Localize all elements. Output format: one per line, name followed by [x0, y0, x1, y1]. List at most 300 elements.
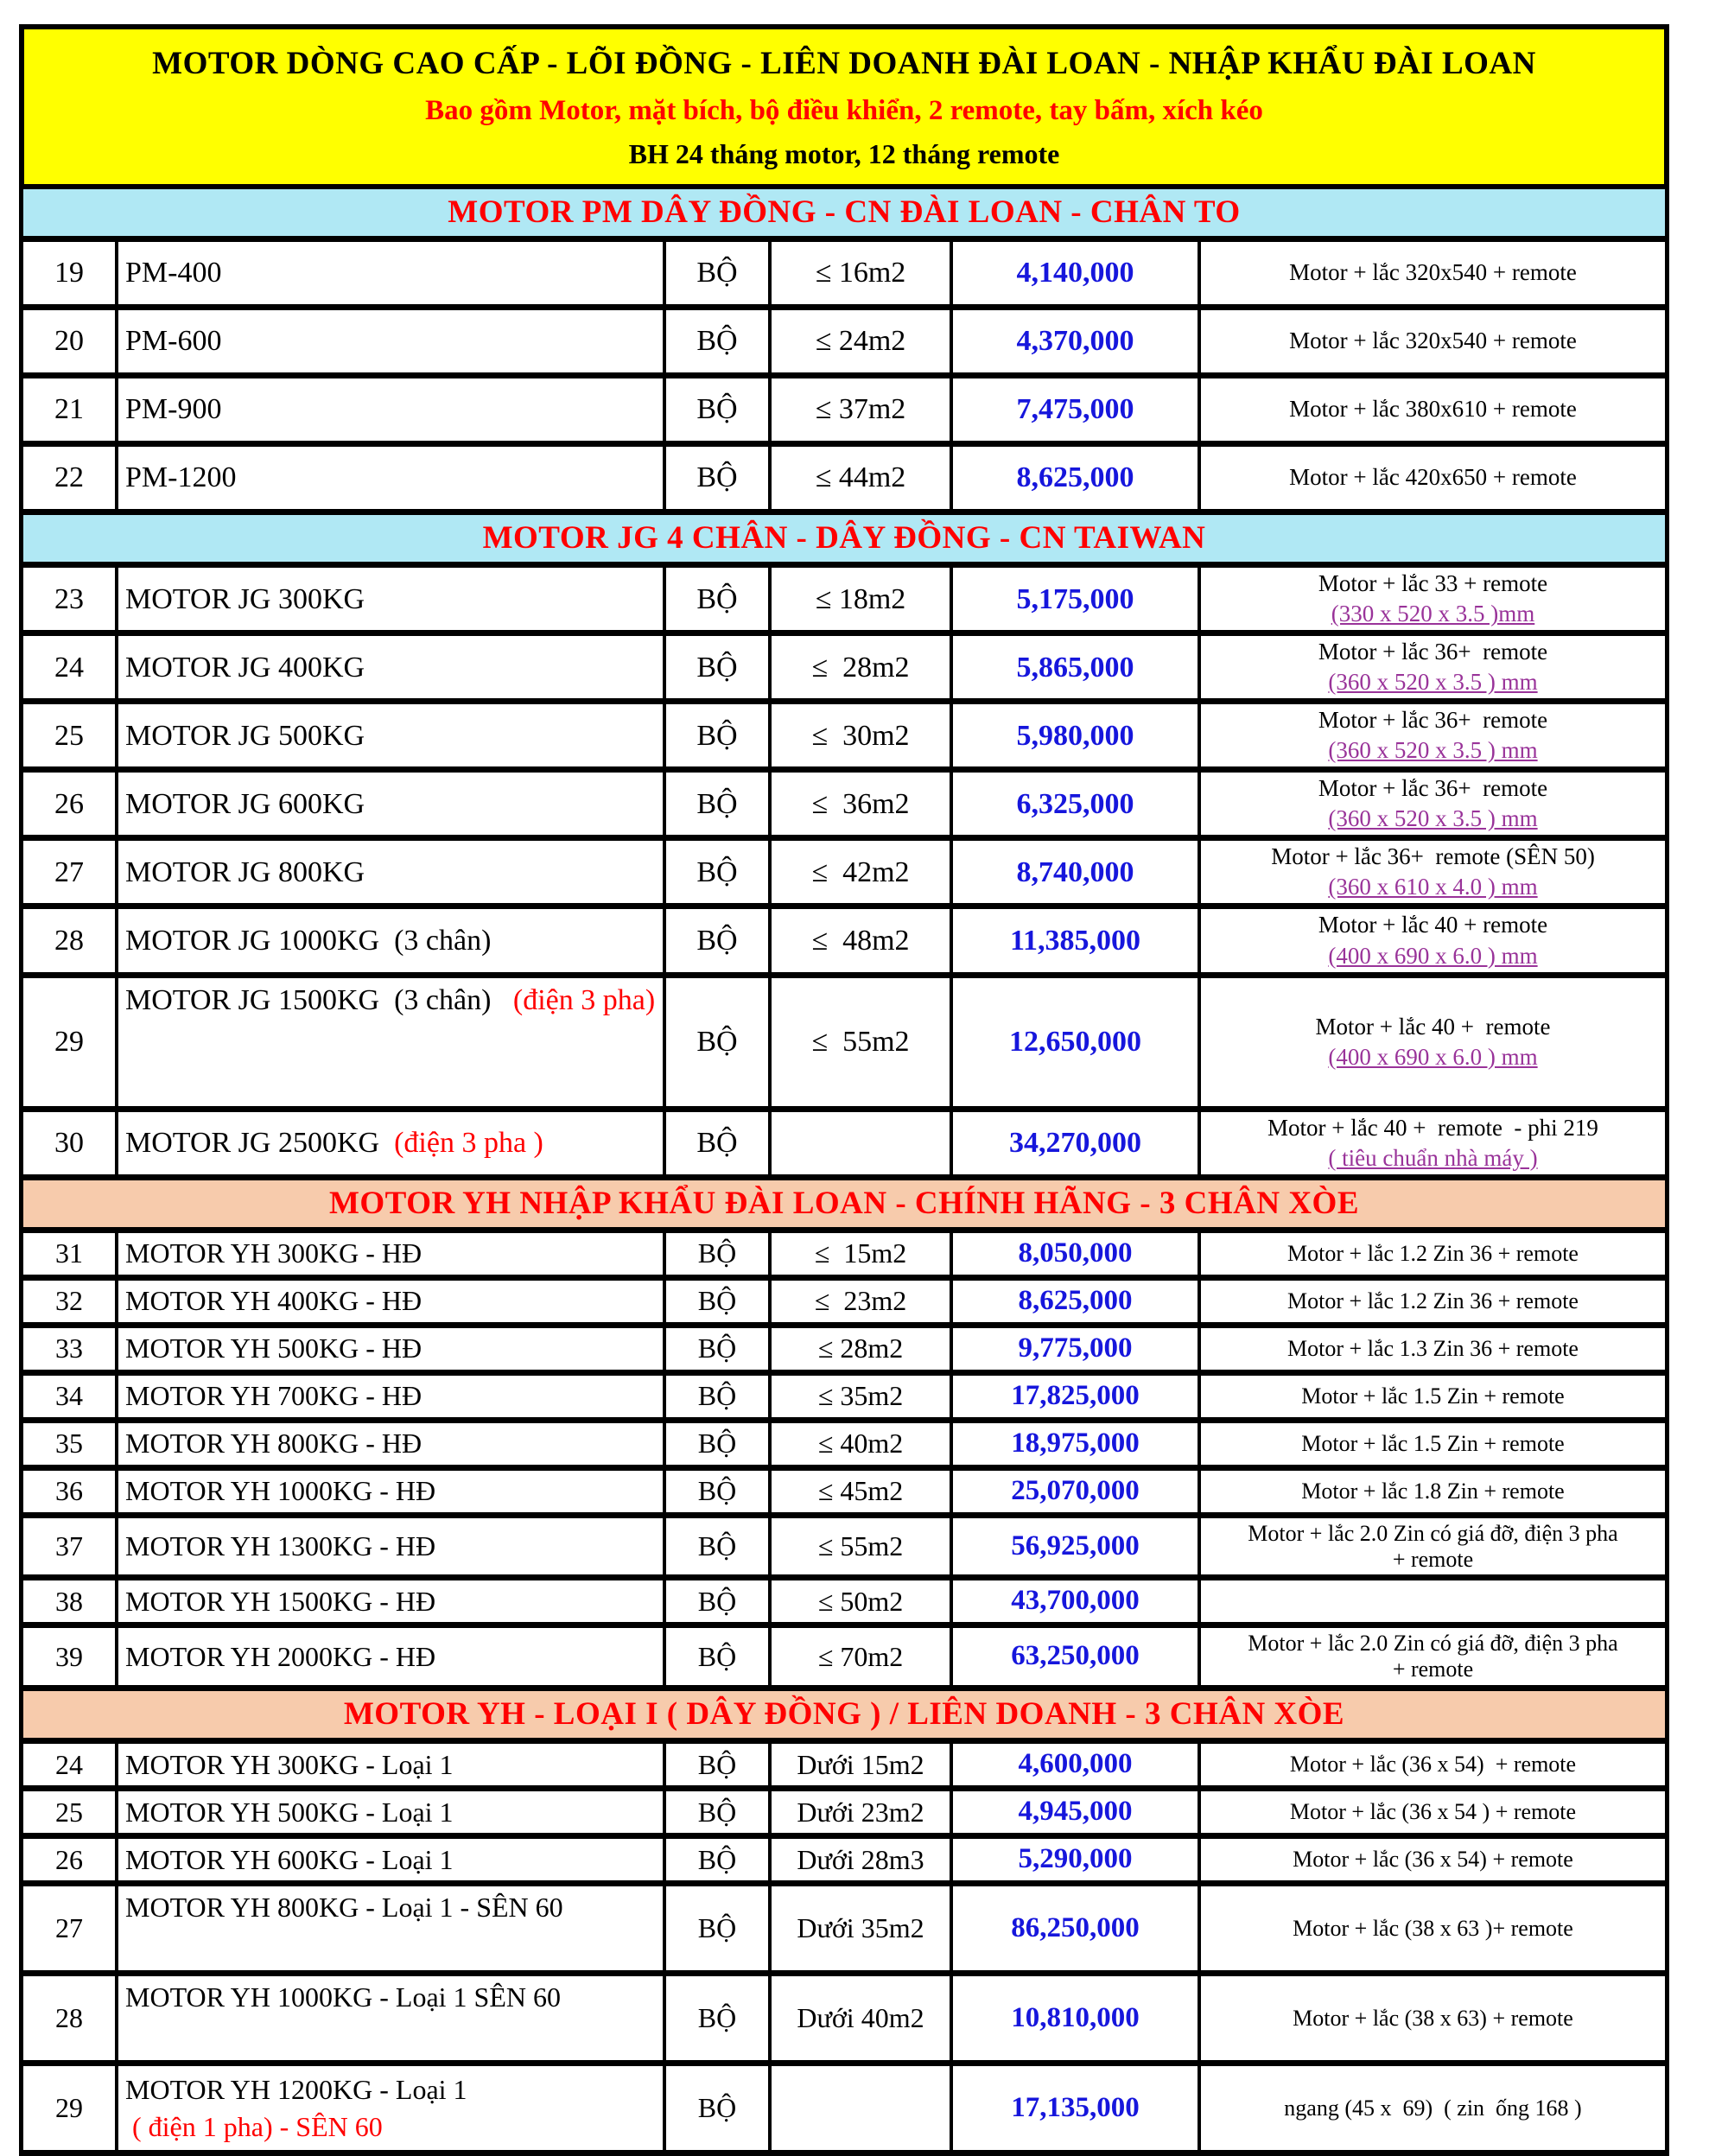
- price-value: 8,740,000: [1016, 855, 1134, 888]
- unit-label: BỘ: [697, 1475, 737, 1507]
- product-name-cell: [118, 909, 666, 971]
- unit-label: BỘ: [696, 1026, 738, 1059]
- area-value: Dưới 40m2: [797, 2002, 924, 2034]
- area-value: ≤ 50m2: [817, 1586, 904, 1618]
- unit-label: BỘ: [696, 257, 738, 289]
- table-row: [23, 1886, 1665, 1976]
- product-name-cell: [118, 1112, 666, 1174]
- unit-cell: [666, 1471, 772, 1512]
- row-number: 36: [55, 1475, 83, 1507]
- unit-label: BỘ: [697, 1796, 737, 1828]
- price-cell: [953, 978, 1201, 1106]
- row-number: 26: [55, 1843, 83, 1875]
- row-number-cell: [23, 841, 118, 903]
- row-number: 29: [55, 2092, 83, 2124]
- description-line-1: Motor + lắc 40 + remote - phi 219: [1267, 1114, 1598, 1141]
- product-name-cell: [118, 1518, 666, 1575]
- unit-cell: [666, 773, 772, 835]
- description-line-1: Motor + lắc 1.2 Zin 36 + remote: [1287, 1288, 1579, 1313]
- unit-label: BỘ: [696, 1127, 738, 1160]
- description-line-1: Motor + lắc 36+ remote: [1318, 775, 1548, 802]
- description-cell: [1201, 1518, 1665, 1575]
- unit-cell: [666, 1518, 772, 1575]
- row-number: 26: [54, 787, 84, 820]
- table-row: [23, 378, 1665, 447]
- unit-label: BỘ: [697, 2002, 737, 2034]
- price-cell: [953, 909, 1201, 971]
- banner-title: MOTOR DÒNG CAO CẤP - LÕI ĐỒNG - LIÊN DOANH ĐÀI LOAN - NHẬP KHẨU ĐÀI LOAN: [152, 46, 1536, 81]
- price-cell: [953, 447, 1201, 509]
- product-name: MOTOR YH 500KG - Loại 1: [125, 1796, 454, 1828]
- row-number-cell: [23, 1580, 118, 1622]
- area-value: ≤ 36m2: [811, 787, 910, 820]
- unit-label: BỘ: [697, 1380, 737, 1412]
- price-cell: [953, 1328, 1201, 1370]
- description-cell: [1201, 1471, 1665, 1512]
- row-number-cell: [23, 1628, 118, 1685]
- product-name: PM-1200: [125, 461, 237, 494]
- product-name-cell: [118, 1628, 666, 1685]
- row-number-cell: [23, 1233, 118, 1275]
- product-name-red: (điện 3 pha): [512, 983, 656, 1016]
- unit-cell: [666, 1839, 772, 1880]
- product-name-red: (điện 3 pha ): [394, 1127, 543, 1160]
- price-value: 11,385,000: [1009, 924, 1141, 957]
- price-cell: [953, 568, 1201, 630]
- section-title: MOTOR JG 4 CHÂN - DÂY ĐỒNG - CN TAIWAN: [23, 515, 1665, 568]
- area-cell: [772, 1518, 953, 1575]
- row-number-cell: [23, 1376, 118, 1417]
- table-row: [23, 1112, 1665, 1180]
- row-number: 30: [54, 1127, 84, 1160]
- area-cell: [772, 447, 953, 509]
- price-value: 9,775,000: [1018, 1332, 1133, 1364]
- area-cell: [772, 378, 953, 441]
- table-row: [23, 1518, 1665, 1581]
- description-cell: [1201, 1376, 1665, 1417]
- area-value: ≤ 55m2: [811, 1026, 910, 1059]
- product-name-cell: [118, 310, 666, 372]
- unit-label: BỘ: [697, 1843, 737, 1875]
- row-number-cell: [23, 1328, 118, 1370]
- product-name: MOTOR YH 1300KG - HĐ: [125, 1530, 436, 1562]
- description-cell: [1201, 773, 1665, 835]
- row-number-cell: [23, 1839, 118, 1880]
- table-row: [23, 1233, 1665, 1281]
- row-number-cell: [23, 310, 118, 372]
- product-name: MOTOR YH 1000KG - HĐ: [125, 1475, 436, 1507]
- row-number: 24: [55, 1748, 83, 1780]
- area-value: ≤ 37m2: [815, 393, 906, 426]
- product-name: PM-900: [125, 393, 222, 426]
- table-row: [23, 1376, 1665, 1423]
- area-value: Dưới 15m2: [797, 1748, 924, 1780]
- area-cell: [772, 1839, 953, 1880]
- unit-label: BỘ: [697, 1748, 737, 1780]
- description-line-1b: + remote: [1392, 1657, 1474, 1682]
- price-value: 34,270,000: [1009, 1127, 1141, 1160]
- area-cell: [772, 1976, 953, 2060]
- product-name-cell: [118, 1376, 666, 1417]
- price-value: 10,810,000: [1011, 2001, 1140, 2033]
- table-row: [23, 909, 1665, 977]
- unit-label: BỘ: [696, 461, 738, 494]
- product-name: MOTOR YH 800KG - HĐ: [125, 1428, 422, 1460]
- table-row: [23, 242, 1665, 310]
- row-number: 32: [55, 1285, 83, 1317]
- price-value: 5,290,000: [1018, 1843, 1133, 1875]
- price-value: 4,370,000: [1016, 325, 1134, 358]
- price-value: 25,070,000: [1011, 1474, 1140, 1506]
- price-value: 4,140,000: [1016, 257, 1134, 289]
- product-name: MOTOR YH 700KG - HĐ: [125, 1380, 422, 1412]
- row-number: 37: [55, 1530, 83, 1562]
- row-number: 22: [54, 461, 84, 494]
- section-title: MOTOR YH - LOẠI I ( DÂY ĐỒNG ) / LIÊN DOANH - 3 CHÂN XÒE: [23, 1691, 1665, 1744]
- unit-label: BỘ: [696, 325, 738, 358]
- product-name: MOTOR JG 2500KG: [125, 1127, 395, 1160]
- description-line-2: (400 x 690 x 6.0 ) mm: [1328, 942, 1538, 969]
- product-name: MOTOR YH 500KG - HĐ: [125, 1332, 422, 1364]
- row-number: 34: [55, 1380, 83, 1412]
- price-value: 5,865,000: [1016, 651, 1134, 684]
- description-line-1: Motor + lắc 36+ remote (SÊN 50): [1271, 843, 1595, 870]
- description-line-1: Motor + lắc (38 x 63) + remote: [1293, 2005, 1573, 2031]
- area-value: ≤ 55m2: [817, 1530, 904, 1562]
- row-number: 27: [55, 1912, 83, 1944]
- price-cell: [953, 1791, 1201, 1833]
- area-cell: [772, 1471, 953, 1512]
- price-value: 18,975,000: [1011, 1427, 1140, 1459]
- row-number: 28: [55, 2002, 83, 2034]
- area-cell: [772, 1886, 953, 1970]
- price-cell: [953, 1886, 1201, 1970]
- unit-cell: [666, 1376, 772, 1417]
- price-cell: [953, 378, 1201, 441]
- price-cell: [953, 1976, 1201, 2060]
- area-cell: [772, 1281, 953, 1322]
- table-row: [23, 1791, 1665, 1839]
- area-value: ≤ 24m2: [815, 325, 906, 358]
- product-name-cell: [118, 1744, 666, 1785]
- row-number: 33: [55, 1332, 83, 1364]
- area-cell: [772, 568, 953, 630]
- unit-cell: [666, 1233, 772, 1275]
- area-value: ≤ 23m2: [814, 1285, 907, 1317]
- table-row: [23, 447, 1665, 515]
- description-line-1: Motor + lắc 2.0 Zin có giá đỡ, điện 3 pha: [1248, 1631, 1618, 1657]
- price-cell: [953, 1744, 1201, 1785]
- price-value: 4,945,000: [1018, 1796, 1133, 1828]
- price-value: 43,700,000: [1011, 1585, 1140, 1617]
- unit-label: BỘ: [696, 855, 738, 888]
- table-row: [23, 310, 1665, 378]
- unit-cell: [666, 1328, 772, 1370]
- unit-cell: [666, 1281, 772, 1322]
- unit-label: BỘ: [697, 2092, 737, 2124]
- unit-label: BỘ: [697, 1237, 737, 1269]
- product-name-cell: [118, 1471, 666, 1512]
- description-line-1: Motor + lắc 420x650 + remote: [1289, 464, 1577, 491]
- price-value: 8,050,000: [1018, 1237, 1133, 1269]
- row-number: 24: [54, 651, 84, 684]
- price-value: 12,650,000: [1009, 1026, 1141, 1059]
- unit-cell: [666, 378, 772, 441]
- product-name: MOTOR YH 800KG - Loại 1 - SÊN 60: [125, 1892, 563, 1924]
- area-value: ≤ 28m2: [811, 651, 910, 684]
- row-number: 20: [54, 325, 84, 358]
- description-cell: [1201, 1886, 1665, 1970]
- unit-cell: [666, 1580, 772, 1622]
- table-row: [23, 704, 1665, 773]
- product-name-cell: [118, 1328, 666, 1370]
- table-row: [23, 568, 1665, 636]
- table-row: [23, 1423, 1665, 1471]
- area-cell: [772, 773, 953, 835]
- unit-cell: [666, 1886, 772, 1970]
- row-number-cell: [23, 978, 118, 1106]
- description-line-2: (360 x 610 x 4.0 ) mm: [1328, 874, 1538, 900]
- product-name-cell: [118, 841, 666, 903]
- unit-label: BỘ: [696, 719, 738, 752]
- product-name-cell: [118, 636, 666, 698]
- row-number: 28: [54, 924, 84, 957]
- description-line-1: Motor + lắc 320x540 + remote: [1289, 259, 1577, 286]
- price-cell: [953, 310, 1201, 372]
- row-number-cell: [23, 1281, 118, 1322]
- header-banner: [19, 24, 1669, 189]
- description-cell: [1201, 1744, 1665, 1785]
- row-number-cell: [23, 447, 118, 509]
- description-cell: [1201, 378, 1665, 441]
- area-cell: [772, 1112, 953, 1174]
- product-name-cell: [118, 447, 666, 509]
- price-cell: [953, 1839, 1201, 1880]
- row-number-cell: [23, 378, 118, 441]
- price-value: 86,250,000: [1011, 1911, 1140, 1943]
- price-cell: [953, 636, 1201, 698]
- price-sheet: [19, 24, 1669, 2156]
- description-cell: [1201, 1580, 1665, 1622]
- price-cell: [953, 1628, 1201, 1685]
- unit-label: BỘ: [697, 1640, 737, 1672]
- area-value: Dưới 35m2: [797, 1912, 924, 1944]
- price-cell: [953, 841, 1201, 903]
- unit-cell: [666, 1112, 772, 1174]
- product-name-cell: [118, 1580, 666, 1622]
- area-cell: [772, 1376, 953, 1417]
- table-row: [23, 1471, 1665, 1518]
- product-name-cell: [118, 978, 666, 1106]
- description-line-1: Motor + lắc (38 x 63 )+ remote: [1293, 1915, 1573, 1941]
- section-title: MOTOR YH NHẬP KHẨU ĐÀI LOAN - CHÍNH HÃNG - 3 CHÂN XÒE: [23, 1180, 1665, 1233]
- table-row: [23, 1580, 1665, 1628]
- unit-cell: [666, 704, 772, 766]
- price-value: 6,325,000: [1016, 787, 1134, 820]
- unit-label: BỘ: [697, 1332, 737, 1364]
- product-name: MOTOR JG 400KG: [125, 651, 365, 684]
- row-number: 25: [55, 1796, 83, 1828]
- area-cell: [772, 841, 953, 903]
- unit-cell: [666, 568, 772, 630]
- unit-label: BỘ: [696, 393, 738, 426]
- description-cell: [1201, 636, 1665, 698]
- price-cell: [953, 1471, 1201, 1512]
- unit-cell: [666, 447, 772, 509]
- area-value: ≤ 28m2: [817, 1332, 904, 1364]
- product-name: MOTOR YH 1200KG - Loại 1: [125, 2073, 467, 2105]
- description-cell: [1201, 1628, 1665, 1685]
- area-value: ≤ 45m2: [817, 1475, 904, 1507]
- row-number: 38: [55, 1586, 83, 1618]
- description-line-1: Motor + lắc (36 x 54 ) + remote: [1289, 1799, 1577, 1825]
- price-cell: [953, 1281, 1201, 1322]
- area-value: ≤ 48m2: [811, 924, 910, 957]
- product-name-cell: [118, 1791, 666, 1833]
- product-name: PM-400: [125, 257, 222, 289]
- product-name-cell: [118, 1839, 666, 1880]
- row-number-cell: [23, 1976, 118, 2060]
- description-line-1: Motor + lắc 33 + remote: [1318, 570, 1548, 596]
- unit-label: BỘ: [696, 651, 738, 684]
- row-number: 21: [54, 393, 84, 426]
- product-name-cell: [118, 1976, 666, 2060]
- description-cell: [1201, 1423, 1665, 1465]
- unit-label: BỘ: [697, 1428, 737, 1460]
- area-cell: [772, 1580, 953, 1622]
- unit-cell: [666, 978, 772, 1106]
- description-line-1: Motor + lắc 1.2 Zin 36 + remote: [1287, 1240, 1579, 1266]
- description-line-1: Motor + lắc 320x540 + remote: [1289, 328, 1577, 354]
- unit-label: BỘ: [696, 787, 738, 820]
- area-value: ≤ 42m2: [811, 855, 910, 888]
- section: [23, 189, 1665, 515]
- price-value: 17,825,000: [1011, 1379, 1140, 1411]
- area-cell: [772, 242, 953, 304]
- row-number-cell: [23, 773, 118, 835]
- description-line-2: ( tiêu chuẩn nhà máy ): [1328, 1144, 1538, 1171]
- area-cell: [772, 310, 953, 372]
- banner-warranty: BH 24 tháng motor, 12 tháng remote: [628, 138, 1060, 169]
- price-cell: [953, 1233, 1201, 1275]
- area-value: ≤ 16m2: [815, 257, 906, 289]
- area-cell: [772, 1744, 953, 1785]
- description-cell: [1201, 1791, 1665, 1833]
- unit-cell: [666, 1976, 772, 2060]
- product-name: MOTOR YH 600KG - Loại 1: [125, 1843, 454, 1875]
- unit-label: BỘ: [696, 924, 738, 957]
- row-number-cell: [23, 704, 118, 766]
- description-cell: [1201, 1976, 1665, 2060]
- description-line-1: Motor + lắc 1.8 Zin + remote: [1301, 1478, 1565, 1504]
- product-name-cell: [118, 1233, 666, 1275]
- section: [23, 515, 1665, 1180]
- table-row: [23, 1744, 1665, 1791]
- unit-cell: [666, 909, 772, 971]
- row-number: 25: [54, 719, 84, 752]
- table-row: [23, 773, 1665, 841]
- product-name-cell: [118, 242, 666, 304]
- row-number-cell: [23, 1744, 118, 1785]
- unit-label: BỘ: [697, 1912, 737, 1944]
- description-line-1: Motor + lắc 36+ remote: [1318, 707, 1548, 734]
- unit-cell: [666, 1744, 772, 1785]
- price-value: 5,980,000: [1016, 719, 1134, 752]
- unit-label: BỘ: [696, 582, 738, 615]
- description-line-1b: + remote: [1392, 1546, 1474, 1572]
- area-value: ≤ 70m2: [817, 1640, 904, 1672]
- table-row: [23, 1281, 1665, 1328]
- product-name-red: ( điện 1 pha) - SÊN 60: [125, 2110, 383, 2142]
- area-value: ≤ 40m2: [817, 1428, 904, 1460]
- area-cell: [772, 636, 953, 698]
- product-name-cell: [118, 773, 666, 835]
- price-value: 17,135,000: [1011, 2091, 1140, 2123]
- product-name-cell: [118, 378, 666, 441]
- unit-cell: [666, 636, 772, 698]
- description-line-1: Motor + lắc 1.5 Zin + remote: [1301, 1383, 1565, 1409]
- unit-cell: [666, 1423, 772, 1465]
- table-row: [23, 1976, 1665, 2066]
- unit-cell: [666, 841, 772, 903]
- description-cell: [1201, 1839, 1665, 1880]
- product-name: MOTOR JG 1000KG (3 chân): [125, 924, 492, 957]
- row-number-cell: [23, 909, 118, 971]
- description-line-1: Motor + lắc (36 x 54) + remote: [1289, 1752, 1577, 1778]
- row-number: 19: [54, 257, 84, 289]
- product-name: MOTOR JG 300KG: [125, 582, 365, 615]
- area-cell: [772, 1791, 953, 1833]
- description-cell: [1201, 704, 1665, 766]
- price-cell: [953, 1376, 1201, 1417]
- unit-cell: [666, 310, 772, 372]
- price-cell: [953, 1518, 1201, 1575]
- description-cell: [1201, 909, 1665, 971]
- description-cell: [1201, 1112, 1665, 1174]
- price-table: [19, 189, 1669, 2156]
- area-value: ≤ 35m2: [817, 1380, 904, 1412]
- table-row: [23, 636, 1665, 704]
- description-cell: [1201, 1233, 1665, 1275]
- row-number-cell: [23, 1423, 118, 1465]
- row-number-cell: [23, 1886, 118, 1970]
- description-cell: [1201, 310, 1665, 372]
- row-number-cell: [23, 636, 118, 698]
- price-value: 8,625,000: [1016, 461, 1134, 494]
- description-cell: [1201, 1328, 1665, 1370]
- description-line-1: Motor + lắc 380x610 + remote: [1289, 396, 1577, 423]
- product-name: MOTOR YH 400KG - HĐ: [125, 1285, 422, 1317]
- unit-cell: [666, 1628, 772, 1685]
- table-row: [23, 841, 1665, 909]
- area-value: Dưới 23m2: [797, 1796, 924, 1828]
- row-number: 27: [54, 855, 84, 888]
- price-value: 8,625,000: [1018, 1284, 1133, 1316]
- product-name-cell: [118, 1886, 666, 1970]
- unit-label: BỘ: [697, 1530, 737, 1562]
- row-number-cell: [23, 1791, 118, 1833]
- section: [23, 1180, 1665, 1692]
- area-value: ≤ 44m2: [815, 461, 906, 494]
- area-cell: [772, 1328, 953, 1370]
- table-row: [23, 1628, 1665, 1691]
- description-line-2: (330 x 520 x 3.5 )mm: [1331, 601, 1535, 627]
- table-row: [23, 1839, 1665, 1886]
- unit-cell: [666, 1791, 772, 1833]
- price-value: 5,175,000: [1016, 582, 1134, 615]
- row-number: 39: [55, 1640, 83, 1672]
- table-row: [23, 1328, 1665, 1376]
